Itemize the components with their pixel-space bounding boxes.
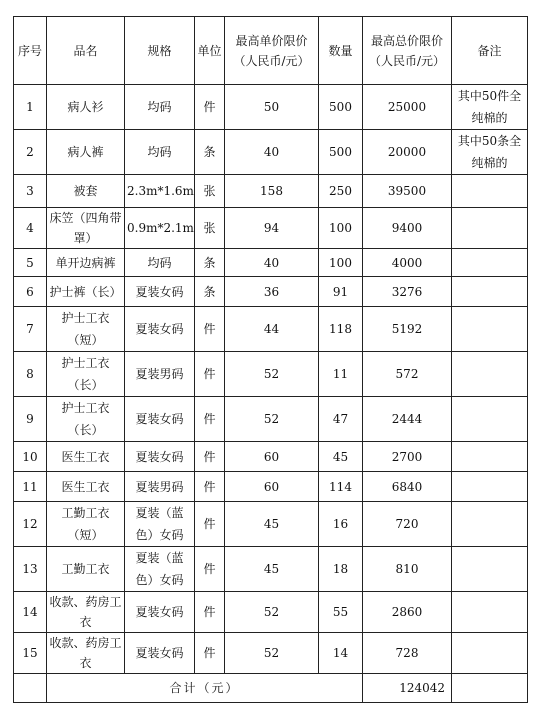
table-body	[14, 85, 528, 674]
cell-remark	[452, 592, 528, 633]
cell-total: 728	[363, 633, 452, 674]
table-row	[14, 307, 528, 352]
cell-spec: 2.3m*1.6m	[125, 175, 195, 208]
cell-qty: 47	[319, 397, 363, 442]
cell-seq: 2	[14, 130, 47, 175]
table-row	[14, 397, 528, 442]
cell-price: 94	[225, 208, 319, 249]
header-max-unit-price: 最高单价限价（人民币/元）	[225, 17, 319, 85]
cell-seq: 1	[14, 85, 47, 130]
header-seq: 序号	[14, 17, 47, 85]
price-limit-table	[13, 16, 528, 703]
table-row	[14, 472, 528, 502]
cell-total: 2860	[363, 592, 452, 633]
cell-price: 40	[225, 249, 319, 277]
cell-qty: 91	[319, 277, 363, 307]
table-row	[14, 547, 528, 592]
cell-unit: 件	[195, 633, 225, 674]
cell-qty: 100	[319, 208, 363, 249]
cell-spec: 均码	[125, 85, 195, 130]
cell-spec: 均码	[125, 130, 195, 175]
cell-total: 810	[363, 547, 452, 592]
total-value: 124042	[363, 674, 452, 703]
cell-qty: 16	[319, 502, 363, 547]
cell-unit: 张	[195, 208, 225, 249]
cell-qty: 55	[319, 592, 363, 633]
cell-remark	[452, 633, 528, 674]
cell-name: 工勤工衣	[47, 547, 125, 592]
cell-unit: 件	[195, 547, 225, 592]
cell-price: 44	[225, 307, 319, 352]
cell-seq: 14	[14, 592, 47, 633]
cell-spec: 夏装女码	[125, 307, 195, 352]
cell-remark	[452, 307, 528, 352]
cell-name: 护士工衣（长）	[47, 397, 125, 442]
cell-total: 9400	[363, 208, 452, 249]
cell-remark	[452, 352, 528, 397]
cell-name: 工勤工衣（短）	[47, 502, 125, 547]
cell-spec: 夏装（蓝色）女码	[125, 502, 195, 547]
cell-seq: 7	[14, 307, 47, 352]
cell-unit: 件	[195, 85, 225, 130]
cell-remark	[452, 442, 528, 472]
cell-price: 158	[225, 175, 319, 208]
cell-unit: 条	[195, 130, 225, 175]
total-row	[14, 674, 528, 703]
header-unit: 单位	[195, 17, 225, 85]
cell-qty: 118	[319, 307, 363, 352]
cell-seq: 15	[14, 633, 47, 674]
cell-remark	[452, 208, 528, 249]
cell-price: 52	[225, 592, 319, 633]
cell-remark: 其中50件全纯棉的	[452, 85, 528, 130]
cell-spec: 夏装（蓝色）女码	[125, 547, 195, 592]
cell-total: 572	[363, 352, 452, 397]
header-max-total-price: 最高总价限价（人民币/元）	[363, 17, 452, 85]
cell-name: 被套	[47, 175, 125, 208]
cell-remark	[452, 547, 528, 592]
cell-seq: 6	[14, 277, 47, 307]
cell-unit: 张	[195, 175, 225, 208]
total-row-remark	[452, 674, 528, 703]
cell-spec: 夏装男码	[125, 352, 195, 397]
cell-remark	[452, 277, 528, 307]
cell-qty: 250	[319, 175, 363, 208]
total-row-blank	[14, 674, 47, 703]
cell-spec: 夏装女码	[125, 397, 195, 442]
cell-name: 病人裤	[47, 130, 125, 175]
cell-remark	[452, 175, 528, 208]
table-row	[14, 208, 528, 249]
table-row	[14, 249, 528, 277]
cell-remark	[452, 472, 528, 502]
cell-remark	[452, 502, 528, 547]
cell-unit: 件	[195, 397, 225, 442]
cell-name: 床笠（四角带罩）	[47, 208, 125, 249]
table-row	[14, 633, 528, 674]
cell-spec: 夏装男码	[125, 472, 195, 502]
cell-seq: 13	[14, 547, 47, 592]
cell-total: 6840	[363, 472, 452, 502]
cell-total: 4000	[363, 249, 452, 277]
cell-unit: 条	[195, 249, 225, 277]
cell-spec: 夏装女码	[125, 633, 195, 674]
cell-unit: 件	[195, 472, 225, 502]
cell-price: 52	[225, 397, 319, 442]
total-label: 合计（元）	[47, 674, 363, 703]
cell-name: 医生工衣	[47, 442, 125, 472]
cell-qty: 114	[319, 472, 363, 502]
cell-total: 39500	[363, 175, 452, 208]
header-spec: 规格	[125, 17, 195, 85]
table-row	[14, 592, 528, 633]
cell-seq: 8	[14, 352, 47, 397]
cell-remark	[452, 249, 528, 277]
cell-price: 60	[225, 442, 319, 472]
cell-qty: 500	[319, 85, 363, 130]
cell-total: 20000	[363, 130, 452, 175]
header-remark: 备注	[452, 17, 528, 85]
table-row	[14, 130, 528, 175]
cell-spec: 夏装女码	[125, 442, 195, 472]
cell-seq: 11	[14, 472, 47, 502]
cell-seq: 9	[14, 397, 47, 442]
cell-total: 720	[363, 502, 452, 547]
cell-seq: 3	[14, 175, 47, 208]
cell-remark: 其中50条全纯棉的	[452, 130, 528, 175]
cell-qty: 100	[319, 249, 363, 277]
cell-unit: 件	[195, 307, 225, 352]
cell-spec: 均码	[125, 249, 195, 277]
cell-price: 60	[225, 472, 319, 502]
cell-price: 52	[225, 352, 319, 397]
table-row	[14, 85, 528, 130]
cell-unit: 件	[195, 502, 225, 547]
cell-name: 护士工衣（长）	[47, 352, 125, 397]
cell-total: 5192	[363, 307, 452, 352]
cell-spec: 夏装女码	[125, 277, 195, 307]
cell-name: 收款、药房工衣	[47, 592, 125, 633]
cell-name: 病人衫	[47, 85, 125, 130]
cell-qty: 14	[319, 633, 363, 674]
cell-price: 52	[225, 633, 319, 674]
cell-name: 医生工衣	[47, 472, 125, 502]
cell-name: 收款、药房工衣	[47, 633, 125, 674]
cell-total: 3276	[363, 277, 452, 307]
cell-unit: 件	[195, 442, 225, 472]
cell-qty: 11	[319, 352, 363, 397]
cell-price: 36	[225, 277, 319, 307]
table-row	[14, 352, 528, 397]
cell-total: 2444	[363, 397, 452, 442]
cell-remark	[452, 397, 528, 442]
cell-unit: 条	[195, 277, 225, 307]
header-row	[14, 17, 528, 85]
cell-seq: 10	[14, 442, 47, 472]
cell-total: 2700	[363, 442, 452, 472]
cell-spec: 夏装女码	[125, 592, 195, 633]
cell-qty: 45	[319, 442, 363, 472]
cell-spec: 0.9m*2.1m	[125, 208, 195, 249]
cell-seq: 12	[14, 502, 47, 547]
cell-unit: 件	[195, 352, 225, 397]
table-row	[14, 502, 528, 547]
cell-price: 50	[225, 85, 319, 130]
cell-seq: 4	[14, 208, 47, 249]
cell-unit: 件	[195, 592, 225, 633]
table-row	[14, 277, 528, 307]
table-row	[14, 175, 528, 208]
cell-name: 护士工衣（短）	[47, 307, 125, 352]
cell-name: 单开边病裤	[47, 249, 125, 277]
table-row	[14, 442, 528, 472]
cell-qty: 18	[319, 547, 363, 592]
header-name: 品名	[47, 17, 125, 85]
cell-price: 40	[225, 130, 319, 175]
cell-seq: 5	[14, 249, 47, 277]
cell-name: 护士裤（长）	[47, 277, 125, 307]
header-quantity: 数量	[319, 17, 363, 85]
cell-total: 25000	[363, 85, 452, 130]
cell-price: 45	[225, 502, 319, 547]
cell-price: 45	[225, 547, 319, 592]
cell-qty: 500	[319, 130, 363, 175]
